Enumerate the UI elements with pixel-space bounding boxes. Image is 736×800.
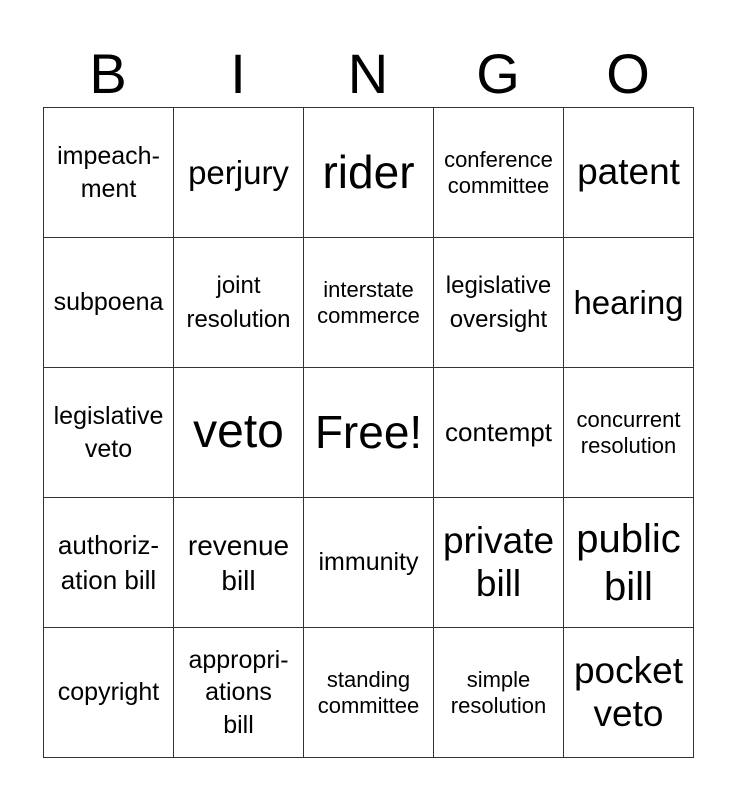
- bingo-cell[interactable]: [174, 108, 304, 238]
- cell-term: copyright: [57, 678, 160, 707]
- bingo-cell[interactable]: [174, 498, 304, 628]
- header-letter-o: O: [606, 42, 650, 105]
- bingo-cell[interactable]: [304, 628, 434, 758]
- bingo-cell[interactable]: [564, 238, 694, 368]
- header-letter-i: I: [230, 42, 246, 105]
- bingo-cell[interactable]: [434, 498, 564, 628]
- bingo-cell[interactable]: [44, 498, 174, 628]
- header-letter-g: G: [476, 42, 520, 105]
- bingo-grid: [43, 107, 694, 758]
- cell-term: concurrent resolution: [576, 407, 681, 458]
- cell-term: revenue bill: [187, 529, 290, 596]
- cell-term: Free!: [314, 406, 423, 459]
- cell-term: patent: [577, 151, 680, 193]
- bingo-header: [43, 40, 693, 108]
- cell-term: rider: [322, 146, 415, 199]
- header-letter-n: N: [347, 42, 389, 105]
- cell-term: simple resolution: [450, 667, 547, 718]
- cell-term: authoriz- ation bill: [57, 530, 160, 595]
- cell-term: standing committee: [317, 667, 420, 718]
- bingo-cell[interactable]: [304, 368, 434, 498]
- bingo-cell[interactable]: [304, 498, 434, 628]
- bingo-cell[interactable]: [434, 108, 564, 238]
- bingo-cell[interactable]: [44, 628, 174, 758]
- bingo-cell[interactable]: [304, 108, 434, 238]
- bingo-cell[interactable]: [44, 238, 174, 368]
- cell-term: legislative oversight: [445, 271, 552, 333]
- bingo-cell[interactable]: [434, 238, 564, 368]
- cell-term: interstate commerce: [317, 277, 420, 328]
- bingo-cell[interactable]: [564, 498, 694, 628]
- cell-term: perjury: [188, 153, 289, 191]
- cell-term: contempt: [445, 417, 552, 448]
- cell-term: immunity: [318, 548, 419, 577]
- header-letter-b: B: [89, 42, 127, 105]
- cell-term: pocket veto: [573, 649, 683, 734]
- cell-term: joint resolution: [186, 271, 291, 333]
- cell-term: conference committee: [444, 147, 553, 198]
- bingo-cell[interactable]: [174, 238, 304, 368]
- cell-term: veto: [193, 405, 284, 459]
- cell-term: public bill: [576, 516, 681, 609]
- cell-term: hearing: [573, 283, 684, 321]
- bingo-cell[interactable]: [304, 238, 434, 368]
- bingo-cell[interactable]: [564, 108, 694, 238]
- bingo-cell[interactable]: [44, 108, 174, 238]
- bingo-cell[interactable]: [174, 368, 304, 498]
- bingo-cell[interactable]: [434, 368, 564, 498]
- bingo-cell[interactable]: [44, 368, 174, 498]
- cell-term: private bill: [442, 519, 555, 604]
- cell-term: impeach- ment: [57, 142, 160, 203]
- bingo-cell[interactable]: [434, 628, 564, 758]
- bingo-cell[interactable]: [174, 628, 304, 758]
- cell-term: legislative veto: [53, 402, 164, 463]
- cell-term: subpoena: [53, 288, 164, 317]
- bingo-cell[interactable]: [564, 628, 694, 758]
- bingo-cell[interactable]: [564, 368, 694, 498]
- cell-term: appropri- ations bill: [188, 645, 289, 739]
